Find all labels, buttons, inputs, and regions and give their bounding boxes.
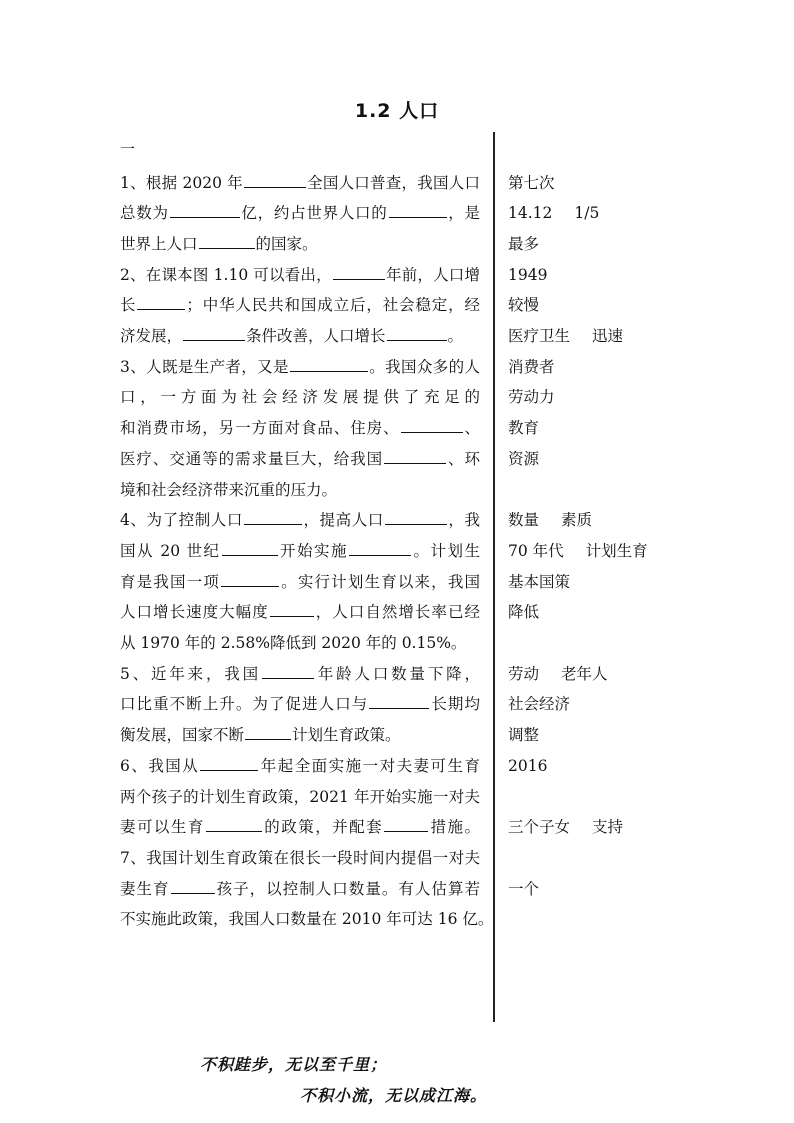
q5-line-3: 衡发展，国家不断 计划生育政策。 <box>120 726 401 744</box>
q4-line-3: 育是我国一项 。实行计划生育以来，我国 <box>120 573 480 591</box>
blank <box>349 541 411 556</box>
answer-8: 劳动力 <box>508 388 555 406</box>
answer-18: 2016 <box>508 757 548 775</box>
q7-line-1: 7、我国计划生育政策在很长一段时间内提倡一对夫 <box>120 849 480 867</box>
q2-line-2: 长 ；中华人民共和国成立后，社会稳定，经 <box>120 296 480 314</box>
answer-13: 基本国策 <box>508 573 571 591</box>
q2-line-1: 2、在课本图 1.10 可以看出， 年前，人口增 <box>120 266 480 284</box>
q1-line-2: 总数为 亿，约占世界人口的 ，是 <box>120 204 480 222</box>
q4-line-2: 国从 20 世纪 开始实施 。计划生 <box>120 542 480 560</box>
q7-line-2: 妻生育 孩子，以控制人口数量。有人估算若 <box>120 880 480 898</box>
blank <box>290 357 368 372</box>
blank <box>244 510 302 525</box>
answer-19: 三个子女 支持 <box>508 818 624 836</box>
q5-line-1: 5、近年来，我国 年龄人口数量下降， <box>120 665 480 683</box>
blank <box>387 326 447 341</box>
blank <box>222 541 278 556</box>
q7-line-3: 不实施此政策，我国人口数量在 2010 年可达 16 亿。 <box>120 910 494 928</box>
q3-line-2: 口，一方面为社会经济发展提供了充足的 <box>120 388 480 406</box>
blank <box>384 449 446 464</box>
q6-line-1: 6、我国从 年起全面实施一对夫妻可生育 <box>120 757 480 775</box>
blank <box>206 817 262 832</box>
answer-15: 劳动 老年人 <box>508 665 608 683</box>
answer-3: 最多 <box>508 235 540 253</box>
q6-line-3: 妻可以生育 的政策，并配套 措施。 <box>120 818 480 836</box>
answer-4: 1949 <box>508 266 548 284</box>
blank <box>137 295 185 310</box>
blank <box>401 418 463 433</box>
blank <box>333 265 385 280</box>
q3-line-5: 境和社会经济带来沉重的压力。 <box>120 481 338 499</box>
blank <box>369 694 429 709</box>
answer-12: 70 年代 计划生育 <box>508 542 648 560</box>
answer-10: 资源 <box>508 450 540 468</box>
motto-line-1: 不积跬步，无以至千里； <box>200 1055 388 1074</box>
answer-17: 调整 <box>508 726 540 744</box>
answer-14: 降低 <box>508 603 540 621</box>
blank <box>170 203 240 218</box>
blank <box>244 173 306 188</box>
answer-11: 数量 素质 <box>508 511 593 529</box>
answer-1: 第七次 <box>508 174 555 192</box>
q5-line-2: 口比重不断上升。为了促进人口与 长期均 <box>120 695 480 713</box>
blank <box>171 879 215 894</box>
blank <box>221 572 279 587</box>
answer-2: 14.12 1/5 <box>508 204 600 222</box>
q1-line-3: 世界上人口 的国家。 <box>120 235 318 253</box>
answer-9: 教育 <box>508 419 540 437</box>
q4-line-1: 4、为了控制人口 ，提高人口 ，我 <box>120 511 480 529</box>
q1-line-1: 1、根据 2020 年 全国人口普查，我国人口 <box>120 174 480 192</box>
blank <box>183 326 245 341</box>
answer-16: 社会经济 <box>508 695 571 713</box>
blank <box>385 510 447 525</box>
q3-line-4: 医疗、交通等的需求量巨大，给我国 、环 <box>120 450 480 468</box>
answer-7: 消费者 <box>508 358 555 376</box>
q4-line-5: 从 1970 年的 2.58%降低到 2020 年的 0.15%。 <box>120 634 467 652</box>
q3-line-1: 3、人既是生产者，又是 。我国众多的人 <box>120 358 480 376</box>
section-marker: 一 <box>120 140 136 158</box>
motto-line-2: 不积小流，无以成江海。 <box>300 1086 488 1105</box>
blank <box>389 203 447 218</box>
column-divider <box>493 132 495 1022</box>
answer-20: 一个 <box>508 880 540 898</box>
q3-line-3: 和消费市场，另一方面对食品、住房、 、 <box>120 419 480 437</box>
blank <box>200 756 258 771</box>
blank <box>270 602 314 617</box>
blank <box>262 664 314 679</box>
blank <box>384 817 428 832</box>
q2-line-3: 济发展， 条件改善，人口增长 。 <box>120 327 464 345</box>
blank <box>199 234 255 249</box>
answer-6: 医疗卫生 迅速 <box>508 327 624 345</box>
blank <box>245 725 291 740</box>
q4-line-4: 人口增长速度大幅度 ，人口自然增长率已经 <box>120 603 480 621</box>
answer-5: 较慢 <box>508 296 540 314</box>
q6-line-2: 两个孩子的计划生育政策，2021 年开始实施一对夫 <box>120 788 480 806</box>
page-title: 1.2 人口 <box>354 100 440 122</box>
